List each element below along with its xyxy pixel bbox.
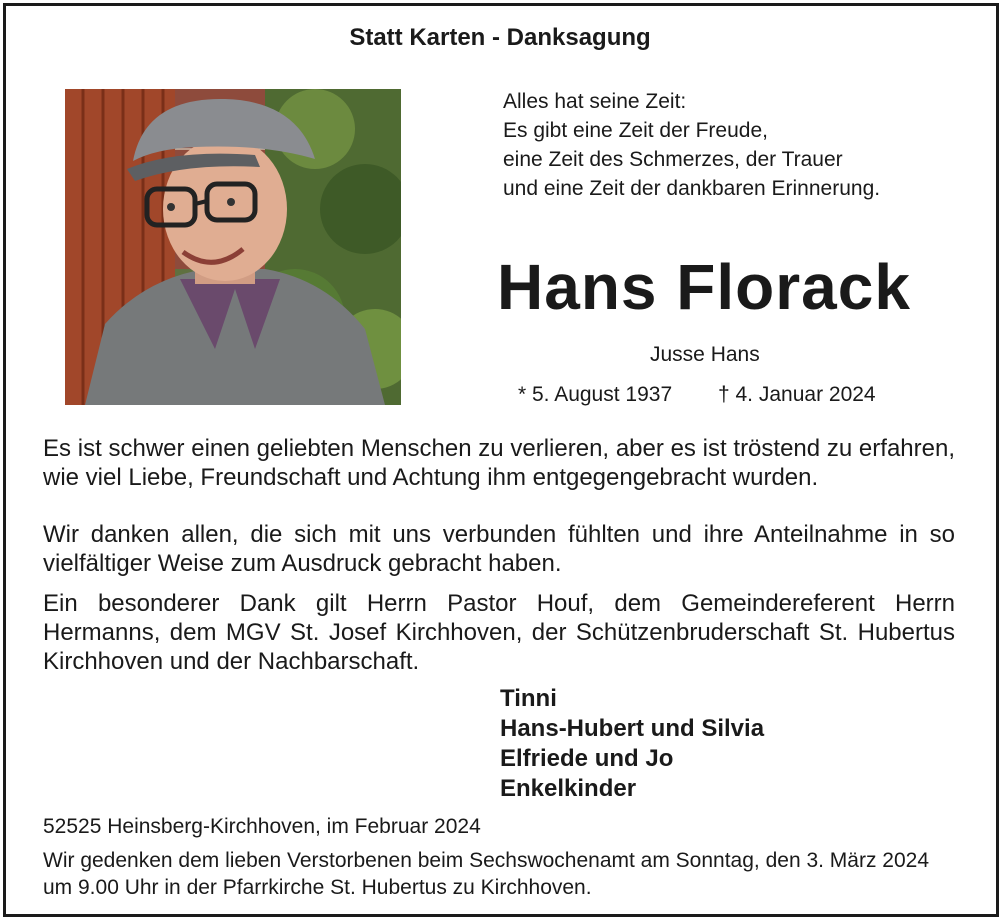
poem-line: Alles hat seine Zeit: [503, 90, 687, 113]
place-and-date: 52525 Heinsberg-Kirchhoven, im Februar 2024 [43, 815, 481, 838]
family-member: Hans-Hubert und Silvia [500, 715, 765, 742]
poem-verse [503, 87, 880, 203]
poem-line: eine Zeit des Schmerzes, der Trauer [503, 148, 843, 171]
life-dates [518, 383, 876, 407]
family-member: Enkelkinder [500, 775, 637, 802]
birth-date: * 5. August 1937 [518, 383, 673, 406]
poem-line: Es gibt eine Zeit der Freude, [503, 119, 768, 142]
gratitude-paragraph: Es ist schwer einen geliebten Menschen zu verlieren, aber es ist tröstend zu erfahren, wie viel Liebe, Freundschaft und Achtung ihm entgegengebracht wurden. [43, 435, 955, 491]
family-member: Tinni [500, 685, 557, 712]
family-member: Elfriede und Jo [500, 745, 674, 772]
death-date: † 4. Januar 2024 [717, 383, 876, 406]
portrait-illustration [65, 89, 401, 405]
portrait-photo [65, 89, 401, 405]
notice-header: Statt Karten - Danksagung [349, 24, 651, 51]
deceased-name: Hans Florack [497, 251, 911, 323]
deceased-nickname: Jusse Hans [650, 343, 760, 366]
thanks-paragraph: Wir danken allen, die sich mit uns verbunden fühlten und ihre Anteilnahme in so vielfältiger Weise zum Ausdruck gebracht haben. [43, 521, 955, 577]
poem-line: und eine Zeit der dankbaren Erinnerung. [503, 177, 881, 200]
family-signatures [500, 684, 764, 804]
special-thanks-paragraph: Ein besonderer Dank gilt Herrn Pastor Houf, dem Gemeindereferent Herrn Hermanns, dem MGV St. Josef Kirchhoven, der Schützenbruderschaft St. Hubertus Kirchhoven und der Nachbarschaft. [43, 590, 955, 675]
memorial-service-notice: Wir gedenken dem lieben Verstorbenen beim Sechswochenamt am Sonntag, den 3. März 2024 um 9.00 Uhr in der Pfarrkirche St. Hubertus zu Kirchhoven. [43, 849, 930, 899]
